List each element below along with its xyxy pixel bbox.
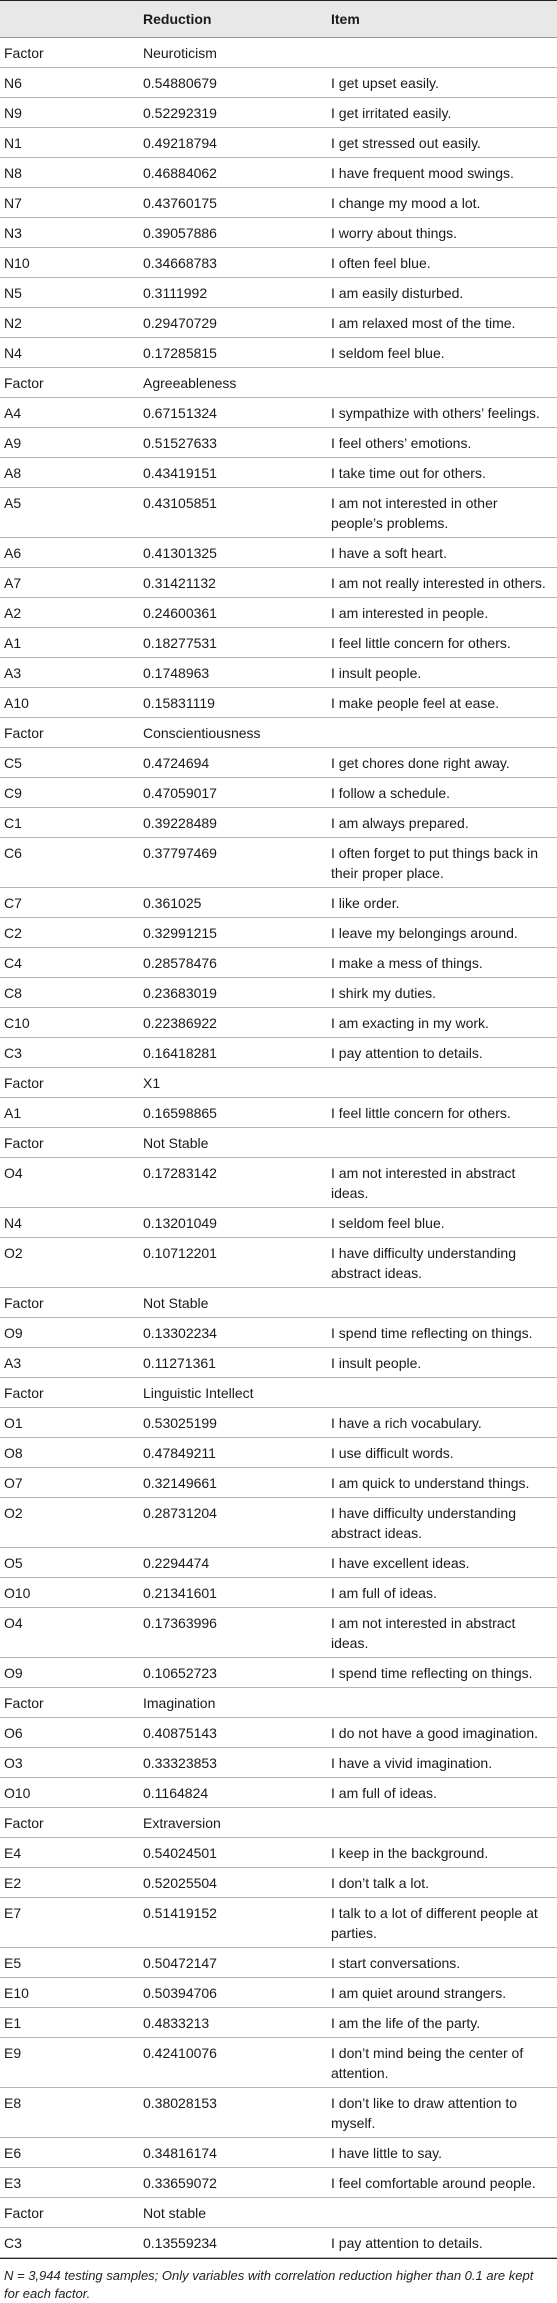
cell-item: I often feel blue.	[331, 255, 431, 271]
cell-code: C2	[4, 925, 22, 941]
cell-item: I get stressed out easily.	[331, 135, 481, 151]
cell-item: I seldom feel blue.	[331, 1215, 445, 1231]
table-row	[0, 838, 557, 888]
cell-code: N2	[4, 315, 22, 331]
cell-reduction: 0.16598865	[143, 1105, 217, 1121]
cell-code: N7	[4, 195, 22, 211]
cell-code: N4	[4, 1215, 22, 1231]
cell-item: I feel others’ emotions.	[331, 435, 472, 451]
cell-reduction: 0.29470729	[143, 315, 217, 331]
header-col-reduction: Reduction	[143, 11, 212, 27]
cell-code: Factor	[4, 725, 44, 741]
cell-item: I make a mess of things.	[331, 955, 483, 971]
cell-code: O2	[4, 1245, 23, 1261]
cell-item: I am full of ideas.	[331, 1585, 437, 1601]
cell-reduction: 0.17363996	[143, 1615, 217, 1631]
cell-item: I am quiet around strangers.	[331, 1985, 507, 2001]
cell-item: I follow a schedule.	[331, 785, 451, 801]
table-row	[0, 68, 557, 98]
cell-item: I have a vivid imagination.	[331, 1755, 493, 1771]
cell-reduction: 0.38028153	[143, 2095, 217, 2111]
cell-code: E10	[4, 1985, 29, 2001]
cell-reduction: 0.13559234	[143, 2235, 217, 2251]
cell-item: I don’t like to draw attention to myself.	[331, 2095, 517, 2131]
cell-item: I spend time reflecting on things.	[331, 1665, 533, 1681]
table-row	[0, 1318, 557, 1348]
cell-code: O3	[4, 1755, 23, 1771]
cell-reduction: 0.52292319	[143, 105, 217, 121]
cell-code: Factor	[4, 2205, 44, 2221]
table-row	[0, 1658, 557, 1688]
table-row	[0, 98, 557, 128]
cell-reduction: 0.4833213	[143, 2015, 210, 2031]
cell-item: I do not have a good imagination.	[331, 1725, 539, 1741]
table-row	[0, 1438, 557, 1468]
cell-code: A3	[4, 665, 22, 681]
cell-reduction: Not Stable	[143, 1135, 209, 1151]
cell-item: I have difficulty understanding abstract ideas.	[331, 1505, 516, 1541]
cell-code: A8	[4, 465, 22, 481]
cell-item: I pay attention to details.	[331, 2235, 483, 2251]
cell-item: I seldom feel blue.	[331, 345, 445, 361]
cell-item: I am not interested in other people’s problems.	[331, 495, 498, 531]
cell-reduction: 0.2294474	[143, 1555, 210, 1571]
cell-item: I pay attention to details.	[331, 1045, 483, 1061]
cell-code: A1	[4, 1105, 22, 1121]
cell-reduction: 0.28578476	[143, 955, 217, 971]
cell-reduction: Agreeableness	[143, 375, 237, 391]
cell-code: O10	[4, 1585, 31, 1601]
table-row	[0, 2228, 557, 2258]
factor-row	[0, 1688, 557, 1718]
cell-item: I don’t mind being the center of attention.	[331, 2045, 524, 2081]
cell-reduction: 0.47849211	[143, 1445, 216, 1461]
cell-item: I am easily disturbed.	[331, 285, 464, 301]
table-row	[0, 1498, 557, 1548]
cell-reduction: 0.3111992	[143, 285, 208, 301]
cell-reduction: 0.11271361	[143, 1355, 216, 1371]
cell-item: I often forget to put things back in their proper place.	[331, 845, 539, 881]
cell-item: I am always prepared.	[331, 815, 469, 831]
table-row	[0, 1898, 557, 1948]
cell-code: A6	[4, 545, 22, 561]
cell-item: I am not interested in abstract ideas.	[331, 1165, 516, 1201]
cell-code: Factor	[4, 45, 44, 61]
cell-code: N6	[4, 75, 22, 91]
cell-code: C5	[4, 755, 22, 771]
table-row	[0, 1208, 557, 1238]
cell-reduction: 0.49218794	[143, 135, 217, 151]
table-row	[0, 628, 557, 658]
cell-reduction: 0.13201049	[143, 1215, 217, 1231]
cell-item: I am not really interested in others.	[331, 575, 546, 591]
cell-reduction: Extraversion	[143, 1815, 221, 1831]
cell-reduction: 0.34816174	[143, 2145, 217, 2161]
cell-reduction: Neuroticism	[143, 45, 217, 61]
cell-reduction: 0.40875143	[143, 1725, 217, 1741]
table-row	[0, 458, 557, 488]
cell-reduction: 0.1164824	[143, 1785, 209, 1801]
factor-row	[0, 1808, 557, 1838]
cell-reduction: 0.13302234	[143, 1325, 217, 1341]
table-row	[0, 218, 557, 248]
table-row	[0, 568, 557, 598]
factor-row	[0, 2198, 557, 2228]
table-row	[0, 778, 557, 808]
factor-row	[0, 1288, 557, 1318]
cell-reduction: 0.39228489	[143, 815, 217, 831]
cell-code: Factor	[4, 375, 44, 391]
cell-reduction: 0.54024501	[143, 1845, 217, 1861]
factor-row	[0, 718, 557, 748]
cell-reduction: 0.51419152	[143, 1905, 217, 1921]
factor-row	[0, 1128, 557, 1158]
cell-code: N8	[4, 165, 22, 181]
cell-reduction: 0.47059017	[143, 785, 217, 801]
table-row	[0, 1238, 557, 1288]
cell-code: O10	[4, 1785, 31, 1801]
table-footnote: N = 3,944 testing samples; Only variables with correlation reduction higher than 0.1 are kept for each factor.	[4, 2268, 534, 2301]
table-row	[0, 1038, 557, 1068]
cell-code: N5	[4, 285, 22, 301]
cell-item: I am quick to understand things.	[331, 1475, 530, 1491]
cell-reduction: 0.4724694	[143, 755, 210, 771]
table-row	[0, 428, 557, 458]
cell-item: I have a soft heart.	[331, 545, 447, 561]
cell-item: I spend time reflecting on things.	[331, 1325, 533, 1341]
cell-item: I am interested in people.	[331, 605, 489, 621]
cell-reduction: 0.10712201	[143, 1245, 217, 1261]
cell-item: I make people feel at ease.	[331, 695, 500, 711]
cell-reduction: Conscientiousness	[143, 725, 261, 741]
cell-code: A5	[4, 495, 22, 511]
table-row	[0, 1978, 557, 2008]
cell-code: C1	[4, 815, 22, 831]
table-row	[0, 188, 557, 218]
table-row	[0, 1718, 557, 1748]
table-row	[0, 278, 557, 308]
table-row	[0, 2088, 557, 2138]
cell-reduction: 0.22386922	[143, 1015, 217, 1031]
cell-reduction: 0.41301325	[143, 545, 217, 561]
cell-code: C7	[4, 895, 22, 911]
cell-code: O6	[4, 1725, 23, 1741]
cell-item: I don’t talk a lot.	[331, 1875, 430, 1891]
cell-code: Factor	[4, 1385, 44, 1401]
table-row	[0, 1158, 557, 1208]
table-row	[0, 1348, 557, 1378]
cell-item: I like order.	[331, 895, 400, 911]
cell-reduction: 0.28731204	[143, 1505, 217, 1521]
header-col-item: Item	[331, 11, 360, 27]
cell-code: Factor	[4, 1135, 44, 1151]
table-row	[0, 1778, 557, 1808]
cell-reduction: 0.16418281	[143, 1045, 217, 1061]
cell-reduction: 0.17283142	[143, 1165, 217, 1181]
cell-reduction: 0.33323853	[143, 1755, 217, 1771]
cell-reduction: 0.23683019	[143, 985, 217, 1001]
cell-item: I feel little concern for others.	[331, 635, 511, 651]
cell-item: I have a rich vocabulary.	[331, 1415, 482, 1431]
cell-code: E8	[4, 2095, 22, 2111]
cell-reduction: 0.50394706	[143, 1985, 217, 2001]
table-row	[0, 948, 557, 978]
cell-reduction: 0.1748963	[143, 665, 210, 681]
cell-item: I insult people.	[331, 1355, 422, 1371]
cell-item: I use difficult words.	[331, 1445, 454, 1461]
cell-code: C8	[4, 985, 22, 1001]
table-row	[0, 2008, 557, 2038]
table-row	[0, 308, 557, 338]
cell-reduction: 0.17285815	[143, 345, 217, 361]
table-row	[0, 1098, 557, 1128]
cell-code: Factor	[4, 1815, 44, 1831]
table-row	[0, 1578, 557, 1608]
cell-reduction: 0.34668783	[143, 255, 217, 271]
cell-code: A7	[4, 575, 22, 591]
cell-code: N9	[4, 105, 22, 121]
cell-reduction: 0.46884062	[143, 165, 217, 181]
cell-reduction: 0.32991215	[143, 925, 217, 941]
table-row	[0, 1408, 557, 1438]
cell-code: A4	[4, 405, 22, 421]
cell-code: O1	[4, 1415, 23, 1431]
factor-row	[0, 38, 557, 68]
cell-reduction: 0.37797469	[143, 845, 217, 861]
cell-code: E3	[4, 2175, 22, 2191]
table-row	[0, 1838, 557, 1868]
cell-code: A3	[4, 1355, 22, 1371]
table-row	[0, 2168, 557, 2198]
cell-code: E5	[4, 1955, 22, 1971]
cell-reduction: Not stable	[143, 2205, 207, 2221]
cell-code: N1	[4, 135, 22, 151]
cell-item: I sympathize with others’ feelings.	[331, 405, 540, 421]
cell-item: I get chores done right away.	[331, 755, 510, 771]
cell-code: C4	[4, 955, 22, 971]
cell-reduction: 0.51527633	[143, 435, 217, 451]
table-row	[0, 1608, 557, 1658]
cell-reduction: 0.67151324	[143, 405, 217, 421]
table-row	[0, 1548, 557, 1578]
cell-item: I take time out for others.	[331, 465, 486, 481]
table-row	[0, 158, 557, 188]
table-row	[0, 1748, 557, 1778]
cell-code: O9	[4, 1325, 23, 1341]
factor-row	[0, 1378, 557, 1408]
factor-row	[0, 1068, 557, 1098]
table-row	[0, 1948, 557, 1978]
cell-code: E1	[4, 2015, 22, 2031]
cell-reduction: 0.15831119	[143, 695, 215, 711]
cell-item: I insult people.	[331, 665, 422, 681]
cell-item: I keep in the background.	[331, 1845, 489, 1861]
cell-reduction: 0.32149661	[143, 1475, 217, 1491]
cell-reduction: X1	[143, 1075, 161, 1091]
cell-code: O4	[4, 1615, 23, 1631]
cell-reduction: Linguistic Intellect	[143, 1385, 254, 1401]
cell-code: E4	[4, 1845, 22, 1861]
table-row	[0, 598, 557, 628]
table-row	[0, 748, 557, 778]
cell-reduction: 0.43419151	[143, 465, 217, 481]
cell-reduction: 0.53025199	[143, 1415, 217, 1431]
cell-item: I worry about things.	[331, 225, 458, 241]
table-row	[0, 2038, 557, 2088]
cell-code: Factor	[4, 1075, 44, 1091]
cell-reduction: 0.31421132	[143, 575, 216, 591]
cell-code: E7	[4, 1905, 22, 1921]
table-row	[0, 888, 557, 918]
cell-item: I have excellent ideas.	[331, 1555, 470, 1571]
table-row	[0, 918, 557, 948]
cell-item: I have difficulty understanding abstract ideas.	[331, 1245, 516, 1281]
table-row	[0, 1008, 557, 1038]
cell-reduction: 0.18277531	[143, 635, 217, 651]
cell-code: C6	[4, 845, 22, 861]
cell-code: C9	[4, 785, 22, 801]
table-row	[0, 658, 557, 688]
table-row	[0, 398, 557, 428]
cell-code: A9	[4, 435, 22, 451]
cell-code: Factor	[4, 1295, 44, 1311]
cell-code: E9	[4, 2045, 22, 2061]
cell-code: A1	[4, 635, 22, 651]
cell-item: I have little to say.	[331, 2145, 443, 2161]
cell-code: N3	[4, 225, 22, 241]
cell-code: C3	[4, 1045, 22, 1061]
cell-item: I am full of ideas.	[331, 1785, 437, 1801]
cell-reduction: 0.54880679	[143, 75, 217, 91]
table-row	[0, 978, 557, 1008]
cell-reduction: 0.43760175	[143, 195, 217, 211]
cell-reduction: 0.52025504	[143, 1875, 217, 1891]
cell-item: I start conversations.	[331, 1955, 461, 1971]
cell-reduction: 0.10652723	[143, 1665, 217, 1681]
cell-reduction: 0.21341601	[143, 1585, 217, 1601]
cell-reduction: Imagination	[143, 1695, 216, 1711]
table-row	[0, 1468, 557, 1498]
cell-code: O9	[4, 1665, 23, 1681]
cell-code: C3	[4, 2235, 22, 2251]
cell-item: I talk to a lot of different people at parties.	[331, 1905, 538, 1941]
cell-reduction: 0.33659072	[143, 2175, 217, 2191]
cell-item: I have frequent mood swings.	[331, 165, 514, 181]
table-header	[0, 1, 557, 38]
cell-item: I shirk my duties.	[331, 985, 437, 1001]
table-row	[0, 808, 557, 838]
cell-code: O2	[4, 1505, 23, 1521]
cell-code: A10	[4, 695, 29, 711]
cell-code: E6	[4, 2145, 22, 2161]
factor-row	[0, 368, 557, 398]
cell-item: I am relaxed most of the time.	[331, 315, 516, 331]
cell-code: O7	[4, 1475, 23, 1491]
cell-code: O8	[4, 1445, 23, 1461]
table-row	[0, 338, 557, 368]
table-row	[0, 538, 557, 568]
cell-reduction: 0.42410076	[143, 2045, 217, 2061]
cell-code: O5	[4, 1555, 23, 1571]
cell-reduction: 0.39057886	[143, 225, 217, 241]
cell-code: Factor	[4, 1695, 44, 1711]
cell-reduction: 0.24600361	[143, 605, 217, 621]
table-row	[0, 248, 557, 278]
cell-item: I feel comfortable around people.	[331, 2175, 536, 2191]
cell-item: I get upset easily.	[331, 75, 439, 91]
cell-item: I feel little concern for others.	[331, 1105, 511, 1121]
cell-code: O4	[4, 1165, 23, 1181]
table-row	[0, 688, 557, 718]
cell-reduction: 0.50472147	[143, 1955, 217, 1971]
cell-code: N10	[4, 255, 30, 271]
cell-item: I am exacting in my work.	[331, 1015, 489, 1031]
table-row	[0, 1868, 557, 1898]
cell-reduction: 0.43105851	[143, 495, 217, 511]
cell-item: I leave my belongings around.	[331, 925, 518, 941]
cell-reduction: 0.361025	[143, 895, 202, 911]
cell-code: C10	[4, 1015, 30, 1031]
table-row	[0, 128, 557, 158]
cell-code: N4	[4, 345, 22, 361]
cell-item: I am not interested in abstract ideas.	[331, 1615, 516, 1651]
cell-item: I get irritated easily.	[331, 105, 452, 121]
cell-item: I change my mood a lot.	[331, 195, 481, 211]
table-row	[0, 2138, 557, 2168]
table-row	[0, 488, 557, 538]
cell-code: E2	[4, 1875, 22, 1891]
cell-code: A2	[4, 605, 22, 621]
cell-item: I am the life of the party.	[331, 2015, 481, 2031]
table-body	[0, 38, 557, 2258]
cell-reduction: Not Stable	[143, 1295, 209, 1311]
